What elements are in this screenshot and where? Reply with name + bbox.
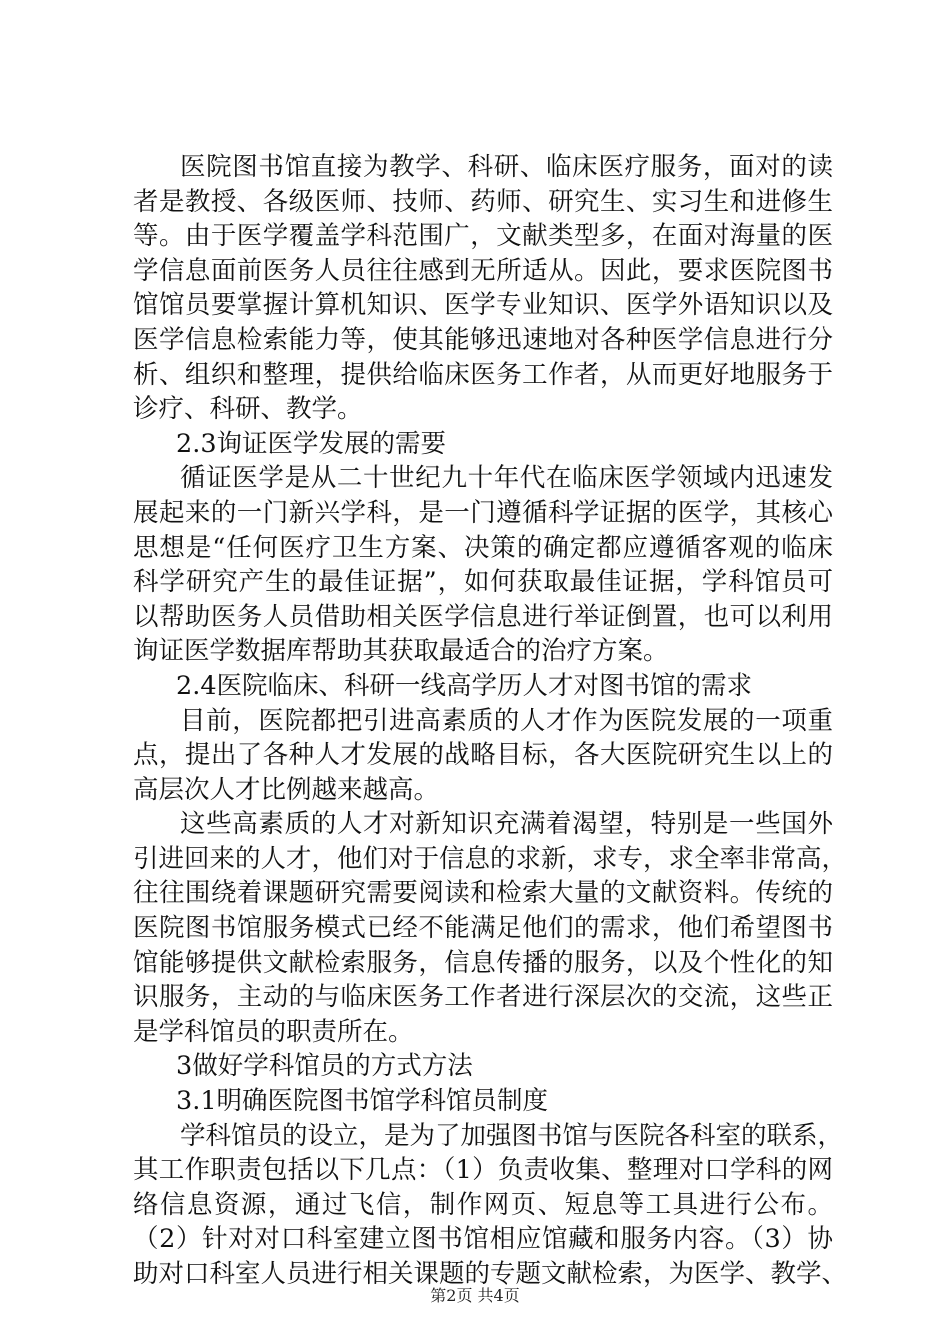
paragraph-line: 往往围绕着课题研究需要阅读和检索大量的文献资料。传统的 [133, 878, 833, 909]
paragraph-line: 这些高素质的人才对新知识充满着渴望，特别是一些国外 [180, 809, 833, 840]
paragraph-line: 医院图书馆直接为教学、科研、临床医疗服务，面对的读 [180, 152, 833, 182]
section-heading: 3做好学科馆员的方式方法 [176, 1051, 473, 1082]
page-footer: 第2页 共4页 [430, 1286, 520, 1305]
paragraph-line: 展起来的一门新兴学科，是一门遵循科学证据的医学，其核心 [133, 497, 833, 528]
paragraph-line: 医学信息检索能力等，使其能够迅速地对各种医学信息进行分 [133, 324, 833, 355]
paragraph-line: 络信息资源，通过飞信，制作网页、短息等工具进行公布。 [133, 1189, 833, 1220]
paragraph-line: 询证医学数据库帮助其获取最适合的治疗方案。 [133, 636, 669, 667]
paragraph-line: 学科馆员的设立，是为了加强图书馆与医院各科室的联系， [180, 1120, 844, 1151]
paragraph-line: 高层次人才比例越来越高。 [133, 774, 440, 805]
paragraph-line: 识服务，主动的与临床医务工作者进行深层次的交流，这些正 [133, 982, 833, 1013]
paragraph-line: 学信息面前医务人员往往感到无所适从。因此，要求医院图书 [133, 255, 833, 286]
paragraph-line: 思想是“任何医疗卫生方案、决策的确定都应遵循客观的临床 [133, 532, 833, 563]
paragraph-line: 者是教授、各级医师、技师、药师、研究生、实习生和进修生 [133, 186, 833, 217]
paragraph-line: 馆馆员要掌握计算机知识、医学专业知识、医学外语知识以及 [133, 290, 833, 321]
paragraph-line: 是学科馆员的职责所在。 [133, 1016, 414, 1047]
section-heading: 3.1明确医院图书馆学科馆员制度 [176, 1086, 549, 1117]
paragraph-line: 析、组织和整理，提供给临床医务工作者，从而更好地服务于 [133, 359, 833, 390]
paragraph-line: 科学研究产生的最佳证据”，如何获取最佳证据，学科馆员可 [133, 567, 833, 598]
paragraph-line: 目前，医院都把引进高素质的人才作为医院发展的一项重 [180, 705, 833, 736]
body-text [133, 150, 848, 1292]
paragraph-line: 诊疗、科研、教学。 [133, 394, 363, 425]
section-heading: 2.3询证医学发展的需要 [176, 428, 447, 459]
paragraph-line: 循证医学是从二十世纪九十年代在临床医学领域内迅速发 [180, 463, 833, 494]
paragraph-line: （2）针对对口科室建立图书馆相应馆藏和服务内容。（3）协 [133, 1224, 833, 1255]
paragraph-line: 以帮助医务人员借助相关医学信息进行举证倒置，也可以利用 [133, 601, 833, 632]
section-heading: 2.4医院临床、科研一线高学历人才对图书馆的需求 [176, 670, 753, 701]
paragraph-line: 助对口科室人员进行相关课题的专题文献检索，为医学、教学、 [133, 1259, 848, 1289]
paragraph-line: 引进回来的人才，他们对于信息的求新，求专，求全率非常高， [133, 843, 848, 874]
paragraph-line: 点，提出了各种人才发展的战略目标，各大医院研究生以上的 [133, 740, 833, 771]
paragraph-line: 等。由于医学覆盖学科范围广，文献类型多，在面对海量的医 [133, 221, 833, 252]
paragraph-line: 医院图书馆服务模式已经不能满足他们的需求，他们希望图书 [133, 913, 833, 944]
paragraph-line: 馆能够提供文献检索服务，信息传播的服务，以及个性化的知 [133, 947, 833, 978]
paragraph-line: 其工作职责包括以下几点：（1）负责收集、整理对口学科的网 [133, 1155, 833, 1186]
